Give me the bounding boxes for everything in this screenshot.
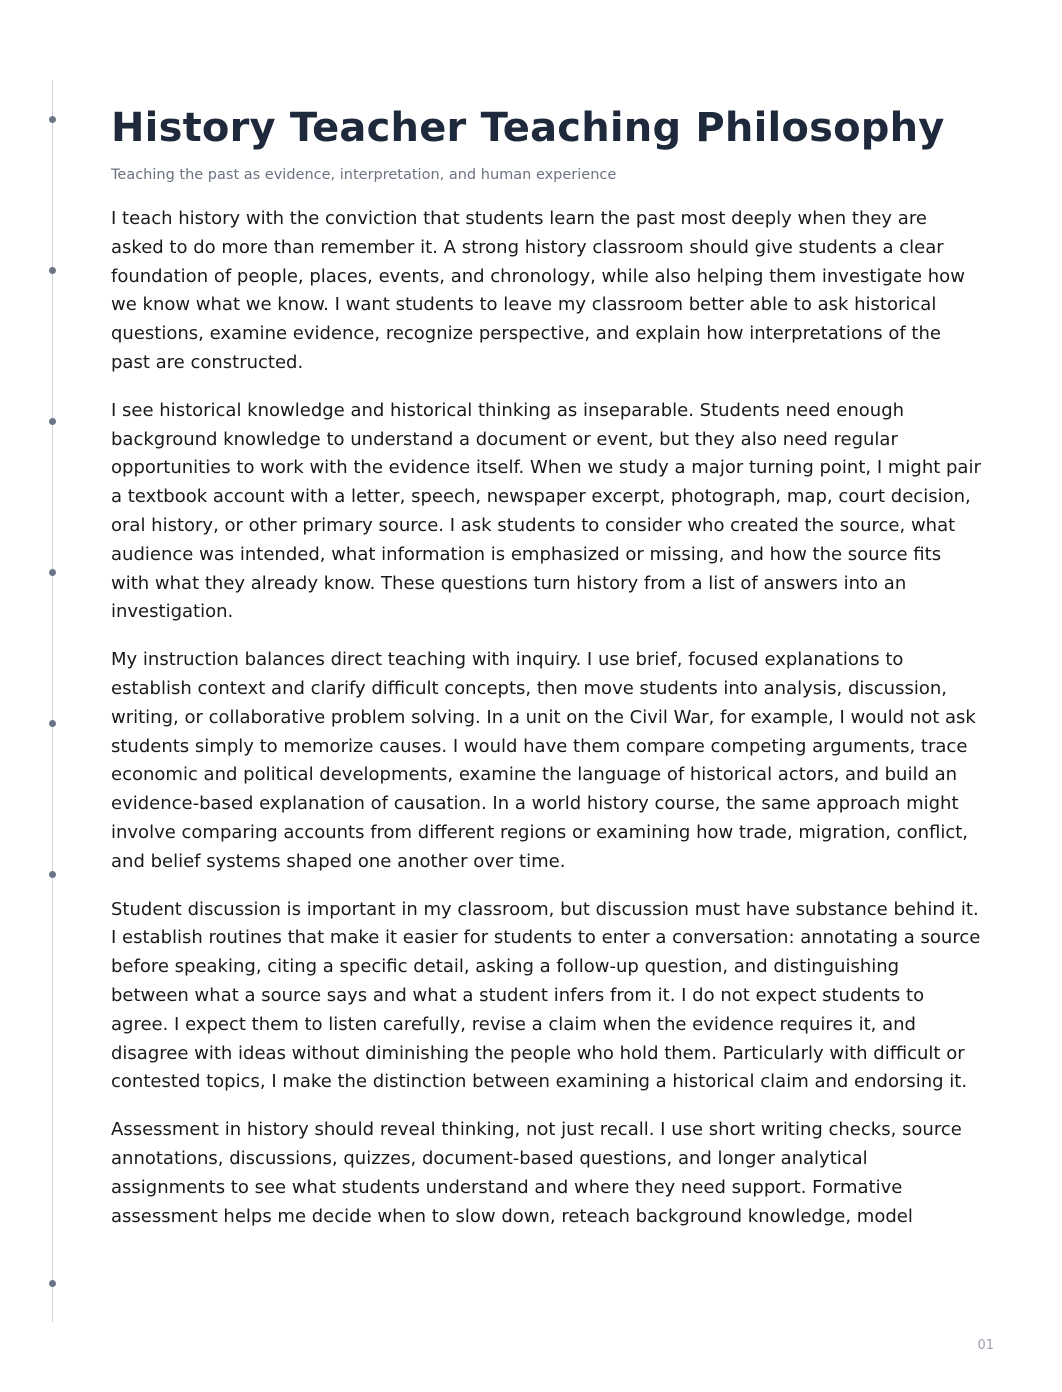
page-number: 01 [977,1338,994,1353]
paragraph: Assessment in history should reveal thinking, not just recall. I use short writing checks, source annotations, discussions, quizzes, document-based questions, and longer analytical assignments to see what students understand and where they need support. Formative assessment helps me decide when to slow down, reteach background knowledge, model [111,1119,962,1227]
paragraph: I teach history with the conviction that students learn the past most deeply when they are asked to do more than remember it. A strong history classroom should give students a clear foundation of people, places, events, and chronology, while also helping them investigate how we know what we know. I want students to leave my classroom better able to ask historical questions, examine evidence, recognize perspective, and explain how interpretations of the past are constructed. [111,208,965,373]
timeline-dot [49,1280,56,1287]
timeline-dot [49,267,56,274]
paragraph-list [111,205,981,1231]
page-subtitle: Teaching the past as evidence, interpretation, and human experience [111,167,617,183]
page-title: History Teacher Teaching Philosophy [111,105,945,151]
paragraph: My instruction balances direct teaching with inquiry. I use brief, focused explanations to establish context and clarify difficult concepts, then move students into analysis, discussion, writing, or collaborative problem solving. In a unit on the Civil War, for example, I would not ask students simply to memorize causes. I would have them compare competing arguments, trace economic and political developments, examine the language of historical actors, and build an evidence-based explanation of causation. In a world history course, the same approach might involve comparing accounts from different regions or examining how trade, migration, conflict, and belief systems shaped one another over time. [111,649,976,872]
paragraph: I see historical knowledge and historical thinking as inseparable. Students need enough background knowledge to understand a document or event, but they also need regular opportunities to work with the evidence itself. When we study a major turning point, I might pair a textbook account with a letter, speech, newspaper excerpt, photograph, map, court decision, oral history, or other primary source. I ask students to consider who created the source, what audience was intended, what information is emphasized or missing, and how the source fits with what they already know. These questions turn history from a list of answers into an investigation. [111,399,981,623]
timeline-dot [49,569,56,576]
paragraph: Student discussion is important in my classroom, but discussion must have substance behind it. I establish routines that make it easier for students to enter a conversation: annotating a source before speaking, citing a specific detail, asking a follow-up question, and distinguishing between what a source says and what a student infers from it. I do not expect students to agree. I expect them to listen carefully, revise a claim when the evidence requires it, and disagree with ideas without diminishing the people who hold them. Particularly with difficult or contested topics, I make the distinction between examining a historical claim and endorsing it. [111,898,981,1093]
timeline-dot [49,871,56,878]
timeline-dot [49,116,56,123]
timeline-dot [49,720,56,727]
timeline-dot [49,418,56,425]
document-body [111,100,981,1231]
